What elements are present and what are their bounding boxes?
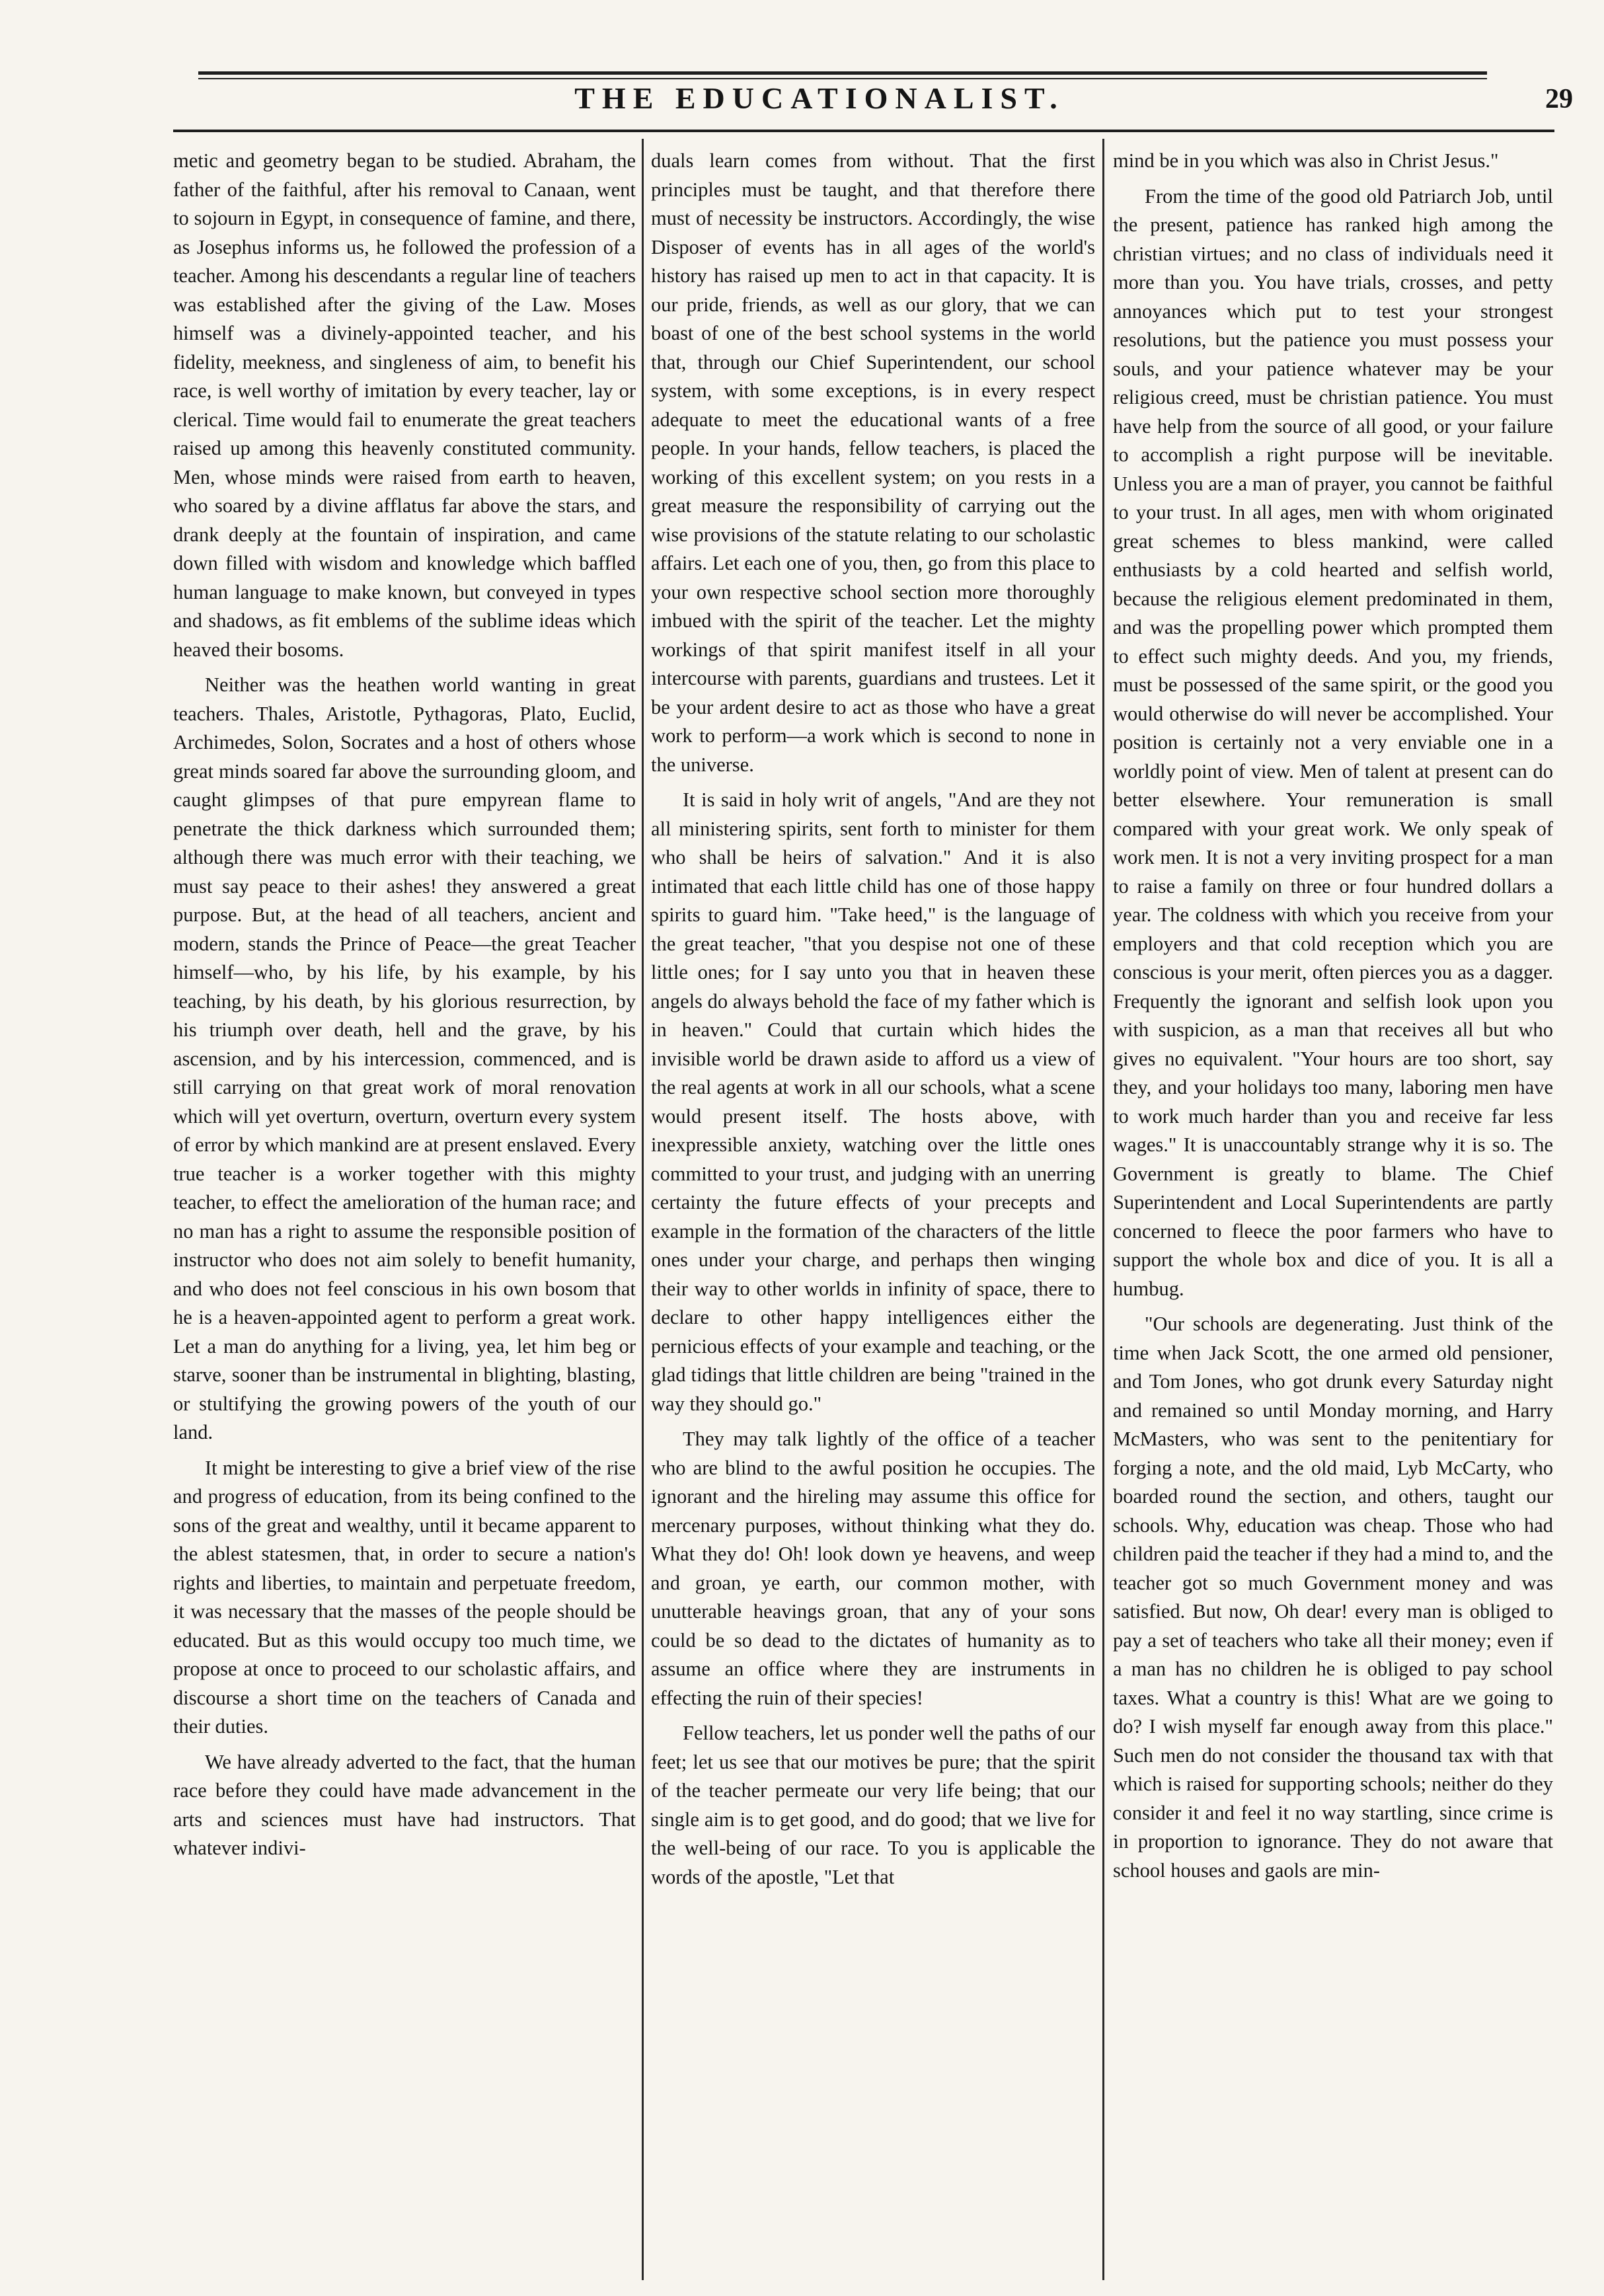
column-1 [173, 147, 636, 2278]
top-rule [198, 71, 1487, 75]
column-2 [651, 147, 1095, 2278]
paragraph: "Our schools are degenerating. Just think of the time when Jack Scott, the one armed old pensioner, and Tom Jones, who got drunk every Saturday night and remained so until Monday morning, and Harry McMasters, who was sent to the penitentiary for forging a note, and the old maid, Lyb McCarty, who boarded round the section, and others, taught our schools. Why, education was cheap. Those who had children paid the teacher if they had a mind to, and the teacher got so much Government money and was satisfied. But now, Oh dear! every man is obliged to pay a set of teachers who take all their money; even if a man has no children he is obliged to pay school taxes. What a country is this! What are we going to do? I wish myself far enough away from this place." Such men do not consider the thousand tax with that which is raised for supporting schools; neither do they consider it and feel it no way startling, since crime is in proportion to ignorance. They do not aware that school houses and gaols are min- [1113, 1313, 1553, 1882]
paragraph: Neither was the heathen world wanting in great teachers. Thales, Aristotle, Pythagoras, Plato, Euclid, Archimedes, Solon, Socrates and a host of others whose great minds soared far above the surrounding gloom, and caught glimpses of that pure empyrean flame to penetrate the thick darkness which surrounded them; although there was much error with their teaching, we must say peace to their ashes! they answered a great purpose. But, at the head of all teachers, ancient and modern, stands the Prince of Peace—the great Teacher himself—who, by his life, by his example, by his teaching, by his death, by his glorious resurrection, by his triumph over death, hell and the grave, by his ascension, and by his intercession, commenced, and is still carrying on that great work of moral renovation which will yet overturn, overturn, overturn every system of error by which mankind are at present enslaved. Every true teacher is a worker together with this mighty teacher, to effect the amelioration of the human race; and no man has a right to assume the responsible position of instructor who does not aim solely to benefit humanity, and who does not feel conscious in his own bosom that he is a heaven-appointed agent to perform a great work. Let a man do anything for a living, yea, let him beg or starve, sooner than be instrumental in blighting, blasting, or stultifying the growing powers of the youth of our land. [173, 673, 636, 1443]
column-3 [1113, 147, 1553, 2278]
top-rule-thin [198, 78, 1487, 79]
masthead-rule [173, 130, 1554, 132]
column-divider-1 [642, 139, 644, 2280]
paragraph: Fellow teachers, let us ponder well the paths of our feet; let us see that our motives be pure; that the spirit of the teacher permeate our very life being; that our single aim is to get good, and do good; that we live for the well-being of our race. To you is applicable the words of the apostle, "Let that [651, 1722, 1095, 1888]
paragraph: It might be interesting to give a brief view of the rise and progress of education, from its being confined to the sons of the great and wealthy, until it became apparent to the ablest statesmen, that, in order to secure a nation's rights and liberties, to maintain and perpetuate freedom, it was necessary that the masses of the people should be educated. But as this would occupy too much time, we propose at once to proceed to our scholastic affairs, and discourse a short time on the teachers of Canada and their duties. [173, 1456, 636, 1738]
column-divider-2 [1102, 139, 1104, 2280]
page-number: 29 [1545, 84, 1573, 114]
paragraph: From the time of the good old Patriarch Job, until the present, patience has ranked high among the christian virtues; and no class of individuals need it more than you. You have trials, crosses, and petty annoyances which put to test your strongest resolutions, but the patience you must possess your souls, and your patience whatever may be your religious creed, must be christian patience. You must have help from the source of all good, or your failure to accomplish a right purpose will be inevitable. Unless you are a man of prayer, you cannot be faithful to your trust. In all ages, men with whom originated great schemes to bless mankind, were called enthusiasts by a cold hearted and selfish world, because the religious element predominated in them, and was the propelling power which prompted them to effect such mighty deeds. And you, my friends, must be possessed of the same spirit, or the good you would otherwise do will never be accomplished. Your position is certainly not a very enviable one in a worldly point of view. Men of talent at present can do better elsewhere. Your remuneration is small compared with your great work. We only speak of work men. It is not a very inviting prospect for a man to raise a family on three or four hundred dollars a year. The coldness with which you receive from your employers and that cold reception which you are conscious is your merit, often pierces you as a dagger. Frequently the ignorant and selfish look upon you with suspicion, as a man that receives all but who gives no equivalent. "Your hours are too short, say they, and your holidays too many, laboring men have to work much harder than you and receive far less wages." It is unaccountably strange why it is so. The Government is greatly to blame. The Chief Superintendent and Local Superintendents are partly concerned to fleece the poor farmers who have to support the whole box and dice of you. It is all a humbug. [1113, 184, 1553, 1300]
paragraph: We have already adverted to the fact, that the human race before they could have made advancement in the arts and sciences must have had instructors. That whatever indivi- [173, 1750, 636, 1859]
paragraph: duals learn comes from without. That the first principles must be taught, and that therefore there must of necessity be instructors. Accordingly, the wise Disposer of events has in all ages of the world's history has raised up men to act in that capacity. It is our pride, friends, as well as our glory, that we can boast of one of the best school systems in the world that, through our Chief Superintendent, our school system, with some exceptions, is in every respect adequate to meet the educational wants of a free people. In your hands, fellow teachers, is placed the working of this excellent system; on you rests in a great measure the responsibility of carrying out the wise provisions of the statute relating to our scholastic affairs. Let each one of you, then, go from this place to your own respective school section more thoroughly imbued with the spirit of the teacher. Let the mighty workings of that spirit manifest itself in all your intercourse with parents, guardians and trustees. Let it be your ardent desire to act as those who have a great work to perform—a work which is second to none in the universe. [651, 149, 1095, 776]
paragraph: It is said in holy writ of angels, "And are they not all ministering spirits, sent forth to minister for them who shall be heirs of salvation." And it is also intimated that each little child has one of those happy spirits to guard him. "Take heed," is the language of the great teacher, "that you despise not one of these little ones; for I say unto you that in heaven these angels do always behold the face of my father which is in heaven." Could that curtain which hides the invisible world be drawn aside to afford us a view of the real agents at work in all our schools, what a scene would present itself. The hosts above, with inexpressible anxiety, watching over the little ones committed to your trust, and judging with an unerring certainty the future effects of your precepts and example in the formation of the characters of the little ones under your charge, and perhaps then winging their way to other worlds in infinity of space, there to declare to other happy intelligences either the pernicious effects of your example and teaching, or the glad tidings that little children are being "trained in the way they should go." [651, 788, 1095, 1415]
paragraph: They may talk lightly of the office of a teacher who are blind to the awful position he occupies. The ignorant and the hireling may assume this office for mercenary purposes, without thinking what they do. What they do! Oh! look down ye heavens, and weep and groan, ye earth, our common mother, with unutterable heavings groan, that any of your sons could be so dead to the dictates of humanity as to assume an office where they are instruments in effecting the ruin of their species! [651, 1428, 1095, 1709]
paragraph: mind be in you which was also in Christ Jesus." [1113, 149, 1499, 172]
paragraph: metic and geometry began to be studied. Abraham, the father of the faithful, after his removal to Canaan, went to sojourn in Egypt, in consequence of famine, and there, as Josephus informs us, he followed the profession of a teacher. Among his descendants a regular line of teachers was established after the giving of the Law. Moses himself was a divinely-appointed teacher, and his fidelity, meekness, and singleness of aim, to benefit his race, is well worthy of imitation by every teacher, lay or clerical. Time would fail to enumerate the great teachers raised up among this heavenly constituted community. Men, whose minds were raised from earth to heaven, who soared by a divine afflatus far above the stars, and drank deeply at the fountain of inspiration, and came down filled with wisdom and knowledge which baffled human language to make known, but conveyed in types and shadows, as fit emblems of the sublime ideas which heaved their bosoms. [173, 149, 636, 661]
masthead-title: THE EDUCATIONALIST. [574, 81, 1065, 115]
